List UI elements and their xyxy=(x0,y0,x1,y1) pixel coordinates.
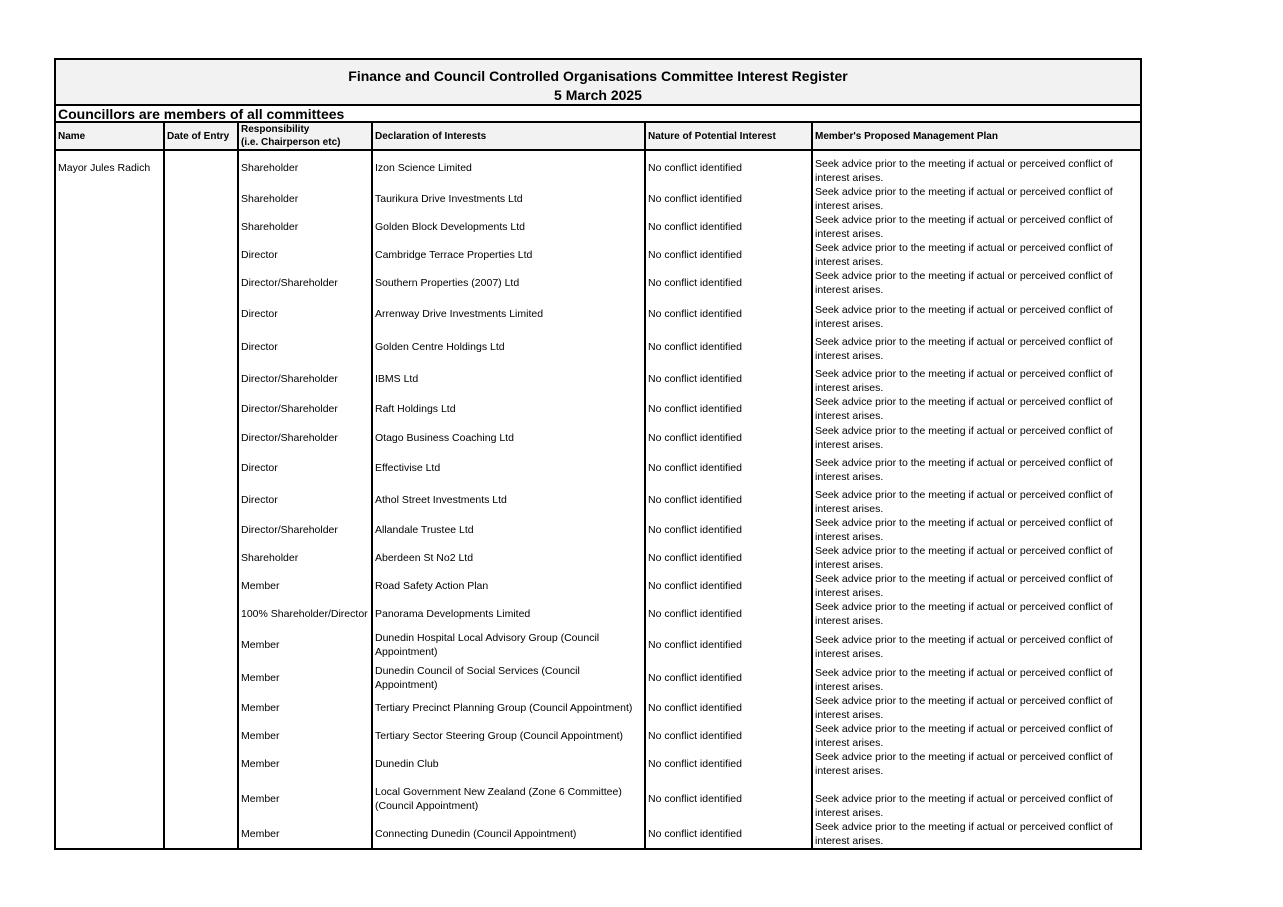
cell-responsibility: Member xyxy=(238,778,372,820)
cell-responsibility: Director xyxy=(238,484,372,516)
cell-date-of-entry xyxy=(164,750,238,778)
cell-nature: No conflict identified xyxy=(645,452,812,484)
cell-name xyxy=(56,395,164,423)
cell-responsibility: Director/Shareholder xyxy=(238,269,372,297)
cell-plan: Seek advice prior to the meeting if actual or perceived conflict of interest arises. xyxy=(815,751,1113,777)
cell-date-of-entry xyxy=(164,778,238,820)
table-row xyxy=(56,628,1140,661)
cell-name xyxy=(56,269,164,297)
cell-nature: No conflict identified xyxy=(645,395,812,423)
table-row xyxy=(56,722,1140,750)
cell-name xyxy=(56,694,164,722)
table-row xyxy=(56,750,1140,778)
cell-date-of-entry xyxy=(164,213,238,241)
cell-name xyxy=(56,600,164,628)
cell-responsibility: Shareholder xyxy=(238,213,372,241)
table-row xyxy=(56,241,1140,269)
cell-declaration: Road Safety Action Plan xyxy=(372,572,645,600)
cell-nature: No conflict identified xyxy=(645,661,812,694)
cell-responsibility: Director xyxy=(238,452,372,484)
cell-plan: Seek advice prior to the meeting if actual or perceived conflict of interest arises. xyxy=(815,457,1113,483)
cell-date-of-entry xyxy=(164,150,238,185)
register-table xyxy=(56,123,1140,848)
cell-name xyxy=(56,213,164,241)
cell-declaration: Southern Properties (2007) Ltd xyxy=(372,269,645,297)
cell-plan: Seek advice prior to the meeting if actual or perceived conflict of interest arises. xyxy=(815,368,1113,394)
table-row xyxy=(56,363,1140,395)
cell-nature: No conflict identified xyxy=(645,484,812,516)
cell-declaration: Local Government New Zealand (Zone 6 Committee) (Council Appointment) xyxy=(372,778,645,820)
cell-date-of-entry xyxy=(164,185,238,213)
table-row xyxy=(56,544,1140,572)
cell-name: Mayor Jules Radich xyxy=(56,150,164,185)
cell-declaration: Aberdeen St No2 Ltd xyxy=(372,544,645,572)
table-row xyxy=(56,150,1140,185)
cell-plan: Seek advice prior to the meeting if actual or perceived conflict of interest arises. xyxy=(815,242,1113,268)
cell-name xyxy=(56,544,164,572)
cell-responsibility: Member xyxy=(238,661,372,694)
cell-date-of-entry xyxy=(164,694,238,722)
cell-declaration: Golden Block Developments Ltd xyxy=(372,213,645,241)
cell-responsibility: Member xyxy=(238,820,372,848)
cell-date-of-entry xyxy=(164,297,238,331)
cell-nature: No conflict identified xyxy=(645,694,812,722)
table-row xyxy=(56,297,1140,331)
cell-nature: No conflict identified xyxy=(645,572,812,600)
cell-declaration: Athol Street Investments Ltd xyxy=(372,484,645,516)
cell-plan: Seek advice prior to the meeting if actual or perceived conflict of interest arises. xyxy=(815,396,1113,422)
column-header-responsibility xyxy=(238,123,372,150)
cell-nature: No conflict identified xyxy=(645,820,812,848)
cell-responsibility: Director/Shareholder xyxy=(238,516,372,544)
table-row xyxy=(56,600,1140,628)
cell-responsibility: Director xyxy=(238,331,372,363)
cell-date-of-entry xyxy=(164,516,238,544)
cell-plan: Seek advice prior to the meeting if actual or perceived conflict of interest arises. xyxy=(815,214,1113,240)
table-row xyxy=(56,185,1140,213)
cell-nature: No conflict identified xyxy=(645,722,812,750)
cell-declaration: Taurikura Drive Investments Ltd xyxy=(372,185,645,213)
cell-declaration: Golden Centre Holdings Ltd xyxy=(372,331,645,363)
table-row xyxy=(56,820,1140,848)
cell-declaration: Raft Holdings Ltd xyxy=(372,395,645,423)
cell-plan: Seek advice prior to the meeting if actual or perceived conflict of interest arises. xyxy=(815,304,1113,330)
cell-date-of-entry xyxy=(164,820,238,848)
cell-declaration: Arrenway Drive Investments Limited xyxy=(372,297,645,331)
cell-responsibility: Shareholder xyxy=(238,544,372,572)
cell-nature: No conflict identified xyxy=(645,628,812,661)
cell-declaration: Tertiary Precinct Planning Group (Council Appointment) xyxy=(372,694,645,722)
register-title: Finance and Council Controlled Organisations Committee Interest Register xyxy=(348,68,848,84)
cell-nature: No conflict identified xyxy=(645,269,812,297)
cell-plan: Seek advice prior to the meeting if actual or perceived conflict of interest arises. xyxy=(815,723,1113,749)
cell-name xyxy=(56,363,164,395)
cell-responsibility: Shareholder xyxy=(238,185,372,213)
column-header-nature: Nature of Potential Interest xyxy=(645,123,812,150)
cell-date-of-entry xyxy=(164,544,238,572)
cell-nature: No conflict identified xyxy=(645,778,812,820)
cell-declaration: Dunedin Club xyxy=(372,750,645,778)
cell-nature: No conflict identified xyxy=(645,241,812,269)
cell-date-of-entry xyxy=(164,484,238,516)
cell-responsibility: Member xyxy=(238,750,372,778)
cell-date-of-entry xyxy=(164,452,238,484)
cell-name xyxy=(56,750,164,778)
cell-responsibility: Director/Shareholder xyxy=(238,395,372,423)
table-row xyxy=(56,213,1140,241)
cell-responsibility: Member xyxy=(238,694,372,722)
table-row xyxy=(56,661,1140,694)
cell-plan: Seek advice prior to the meeting if actual or perceived conflict of interest arises. xyxy=(815,270,1113,296)
cell-declaration: Panorama Developments Limited xyxy=(372,600,645,628)
cell-plan: Seek advice prior to the meeting if actual or perceived conflict of interest arises. xyxy=(815,793,1113,819)
cell-nature: No conflict identified xyxy=(645,750,812,778)
cell-plan: Seek advice prior to the meeting if actual or perceived conflict of interest arises. xyxy=(815,821,1113,847)
cell-name xyxy=(56,778,164,820)
cell-declaration: Cambridge Terrace Properties Ltd xyxy=(372,241,645,269)
column-header-declaration: Declaration of Interests xyxy=(372,123,645,150)
table-row xyxy=(56,269,1140,297)
cell-plan: Seek advice prior to the meeting if actual or perceived conflict of interest arises. xyxy=(815,336,1113,362)
cell-date-of-entry xyxy=(164,661,238,694)
cell-date-of-entry xyxy=(164,395,238,423)
cell-name xyxy=(56,423,164,452)
cell-responsibility: Director/Shareholder xyxy=(238,423,372,452)
table-row xyxy=(56,572,1140,600)
cell-date-of-entry xyxy=(164,269,238,297)
table-row xyxy=(56,423,1140,452)
cell-declaration: Connecting Dunedin (Council Appointment) xyxy=(372,820,645,848)
cell-date-of-entry xyxy=(164,600,238,628)
interest-register xyxy=(54,58,1142,850)
cell-nature: No conflict identified xyxy=(645,423,812,452)
cell-responsibility: Director xyxy=(238,297,372,331)
cell-plan: Seek advice prior to the meeting if actual or perceived conflict of interest arises. xyxy=(815,158,1113,184)
cell-date-of-entry xyxy=(164,423,238,452)
cell-date-of-entry xyxy=(164,363,238,395)
cell-name xyxy=(56,241,164,269)
table-row xyxy=(56,516,1140,544)
cell-declaration: Dunedin Council of Social Services (Council Appointment) xyxy=(372,661,645,694)
table-row xyxy=(56,484,1140,516)
cell-declaration: Effectivise Ltd xyxy=(372,452,645,484)
register-body xyxy=(56,150,1140,848)
cell-declaration: Tertiary Sector Steering Group (Council Appointment) xyxy=(372,722,645,750)
cell-responsibility: Director/Shareholder xyxy=(238,363,372,395)
cell-plan: Seek advice prior to the meeting if actual or perceived conflict of interest arises. xyxy=(815,634,1113,660)
cell-date-of-entry xyxy=(164,331,238,363)
cell-plan: Seek advice prior to the meeting if actual or perceived conflict of interest arises. xyxy=(815,667,1113,693)
cell-declaration: Otago Business Coaching Ltd xyxy=(372,423,645,452)
header-row xyxy=(56,123,1140,150)
column-header-date-of-entry: Date of Entry xyxy=(164,123,238,150)
column-header-plan: Member's Proposed Management Plan xyxy=(812,123,1140,150)
cell-name xyxy=(56,722,164,750)
table-row xyxy=(56,778,1140,820)
cell-plan: Seek advice prior to the meeting if actual or perceived conflict of interest arises. xyxy=(815,695,1113,721)
cell-plan: Seek advice prior to the meeting if actual or perceived conflict of interest arises. xyxy=(815,573,1113,599)
cell-name xyxy=(56,572,164,600)
cell-date-of-entry xyxy=(164,722,238,750)
cell-nature: No conflict identified xyxy=(645,150,812,185)
cell-name xyxy=(56,484,164,516)
table-row xyxy=(56,452,1140,484)
cell-name xyxy=(56,516,164,544)
cell-responsibility: Director xyxy=(238,241,372,269)
cell-nature: No conflict identified xyxy=(645,544,812,572)
cell-declaration: Izon Science Limited xyxy=(372,150,645,185)
column-header-responsibility-line1: Responsibility xyxy=(241,124,310,135)
cell-plan: Seek advice prior to the meeting if actual or perceived conflict of interest arises. xyxy=(815,545,1113,571)
table-row xyxy=(56,694,1140,722)
cell-plan: Seek advice prior to the meeting if actual or perceived conflict of interest arises. xyxy=(815,517,1113,543)
cell-name xyxy=(56,452,164,484)
cell-name xyxy=(56,628,164,661)
cell-name xyxy=(56,661,164,694)
cell-nature: No conflict identified xyxy=(645,213,812,241)
cell-date-of-entry xyxy=(164,241,238,269)
cell-nature: No conflict identified xyxy=(645,600,812,628)
cell-nature: No conflict identified xyxy=(645,331,812,363)
table-row xyxy=(56,395,1140,423)
cell-responsibility: Member xyxy=(238,628,372,661)
cell-declaration: IBMS Ltd xyxy=(372,363,645,395)
cell-nature: No conflict identified xyxy=(645,516,812,544)
column-header-responsibility-line2: (i.e. Chairperson etc) xyxy=(241,137,341,148)
register-note: Councillors are members of all committees xyxy=(56,106,1140,123)
cell-name xyxy=(56,185,164,213)
cell-responsibility: Member xyxy=(238,572,372,600)
cell-plan: Seek advice prior to the meeting if actual or perceived conflict of interest arises. xyxy=(815,601,1113,627)
cell-declaration: Dunedin Hospital Local Advisory Group (Council Appointment) xyxy=(372,628,645,661)
cell-plan: Seek advice prior to the meeting if actual or perceived conflict of interest arises. xyxy=(815,425,1113,451)
cell-nature: No conflict identified xyxy=(645,297,812,331)
cell-date-of-entry xyxy=(164,572,238,600)
table-row xyxy=(56,331,1140,363)
cell-plan: Seek advice prior to the meeting if actual or perceived conflict of interest arises. xyxy=(815,489,1113,515)
register-date: 5 March 2025 xyxy=(554,87,642,103)
cell-responsibility: Member xyxy=(238,722,372,750)
cell-name xyxy=(56,297,164,331)
column-header-name: Name xyxy=(56,123,164,150)
register-title-block xyxy=(56,60,1140,106)
cell-responsibility: Shareholder xyxy=(238,150,372,185)
cell-name xyxy=(56,331,164,363)
cell-name xyxy=(56,820,164,848)
cell-nature: No conflict identified xyxy=(645,363,812,395)
cell-responsibility: 100% Shareholder/Director xyxy=(238,600,372,628)
cell-date-of-entry xyxy=(164,628,238,661)
cell-declaration: Allandale Trustee Ltd xyxy=(372,516,645,544)
cell-nature: No conflict identified xyxy=(645,185,812,213)
cell-plan: Seek advice prior to the meeting if actual or perceived conflict of interest arises. xyxy=(815,186,1113,212)
